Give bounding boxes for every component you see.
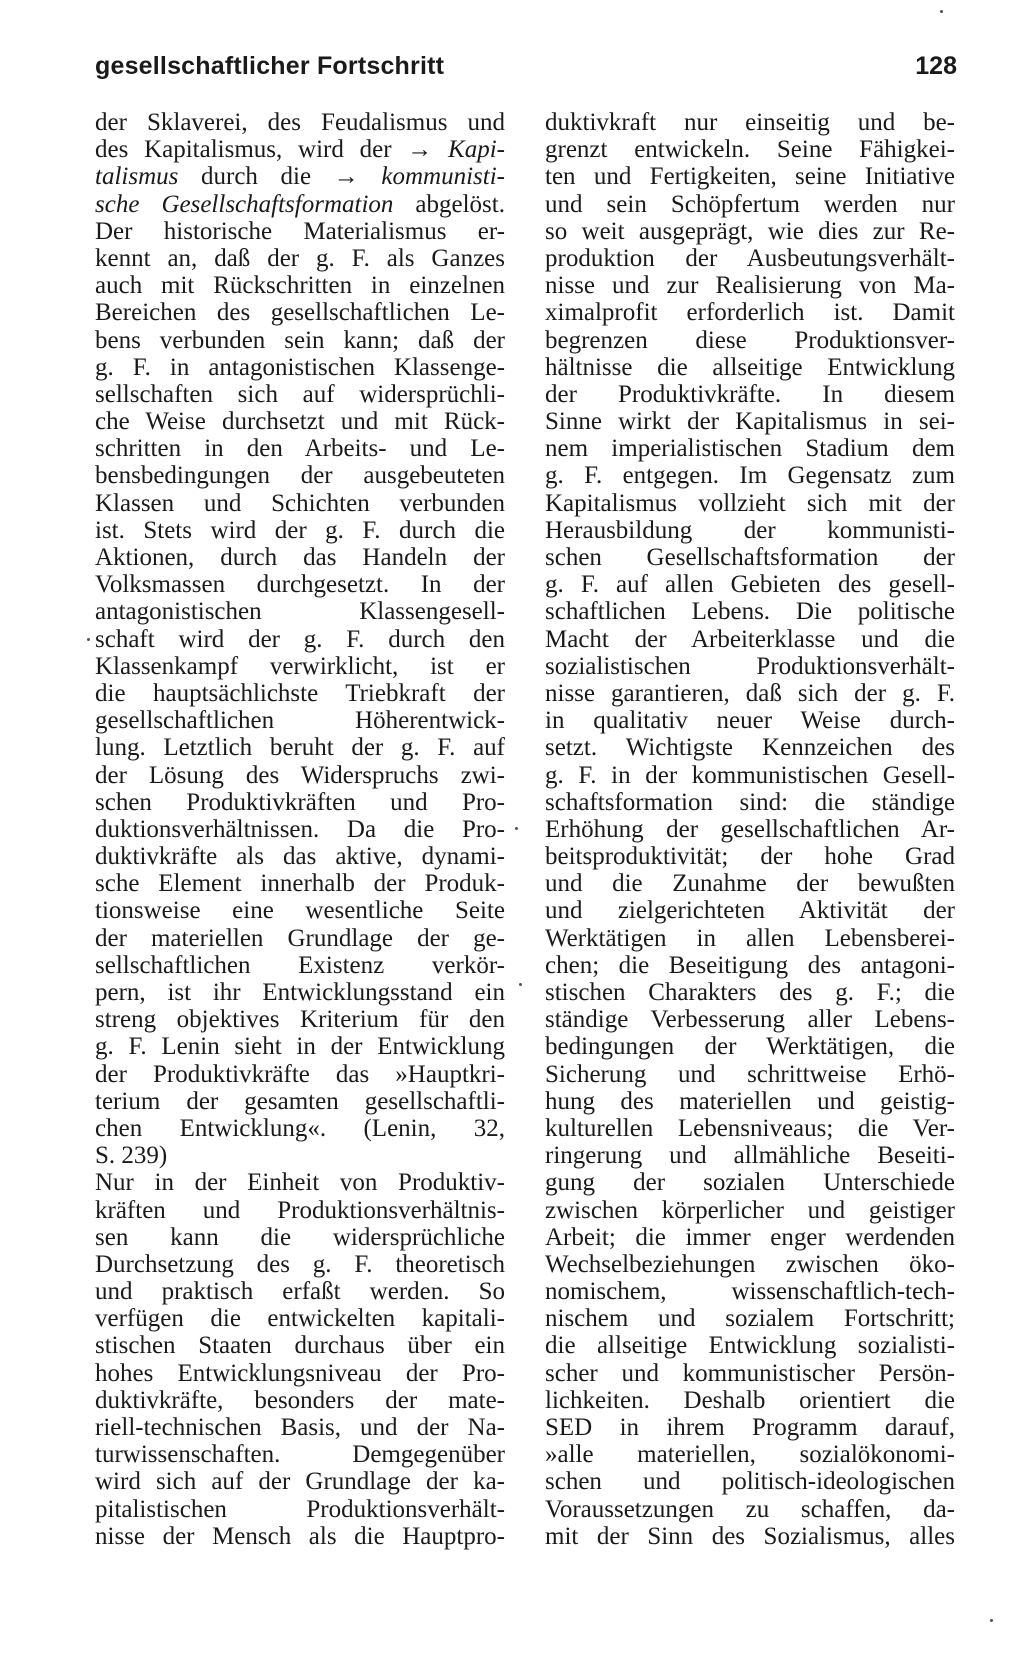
text-line (95, 843, 505, 870)
text-line (545, 1278, 955, 1305)
text-line (95, 191, 505, 218)
scan-speck (515, 827, 518, 830)
text-line (545, 925, 955, 952)
text-line (95, 626, 505, 653)
line-text: sellschaftlichen Existenz verkör- (95, 951, 505, 979)
text-line (545, 163, 955, 190)
line-text: schritten in den Arbeits- und Le- (95, 435, 505, 463)
line-text: hung des materiellen und geistig- (545, 1087, 955, 1115)
text-line (545, 626, 955, 653)
line-text: schen Produktivkräften und Pro- (95, 788, 505, 816)
line-text: wird sich auf der Grundlage der ka- (95, 1468, 505, 1496)
line-text: Volksmassen durchgesetzt. In der (95, 571, 505, 599)
page-number: 128 (915, 52, 957, 80)
line-text: in qualitativ neuer Weise durch- (545, 707, 955, 735)
text-line (95, 462, 505, 489)
text-line (95, 680, 505, 707)
line-text: ist. Stets wird der g. F. durch die (95, 516, 505, 544)
line-text: riell-technischen Basis, und der Na- (95, 1414, 505, 1441)
line-text: lichkeiten. Deshalb orientiert die (545, 1386, 955, 1414)
text-line (95, 136, 505, 163)
text-line (95, 789, 505, 816)
text-line (95, 762, 505, 789)
line-text: bedingungen der Werktätigen, die (545, 1033, 955, 1061)
line-text: kulturellen Lebensniveaus; die Ver- (545, 1114, 955, 1142)
text-line (95, 1468, 505, 1495)
line-text: Durchsetzung des g. F. theoretisch (95, 1250, 505, 1278)
text-line (545, 979, 955, 1006)
text-line (545, 816, 955, 843)
line-text: duktivkräfte, besonders der mate- (95, 1386, 505, 1414)
text-line (95, 734, 505, 761)
line-text: Erhöhung der gesellschaftlichen Ar- (545, 815, 955, 843)
italic-text: sche Gesellschaftsformation (95, 190, 394, 218)
text-line (545, 435, 955, 462)
line-text: Werktätigen in allen Lebensberei- (545, 924, 955, 952)
text-line (545, 490, 955, 517)
text-line (95, 1197, 505, 1224)
line-text: schaft wird der g. F. durch den (95, 625, 505, 653)
line-text: ständige Verbesserung aller Lebens- (545, 1006, 955, 1034)
text-line (545, 707, 955, 734)
text-line (95, 517, 505, 544)
line-text: begrenzen diese Produktionsver- (545, 326, 955, 354)
line-text: so weit ausgeprägt, wie dies zur Re- (545, 217, 955, 245)
text-line (545, 272, 955, 299)
text-line (545, 1251, 955, 1278)
text-line (545, 870, 955, 897)
text-line (545, 952, 955, 979)
line-text: terium der gesamten gesellschaftli- (95, 1087, 505, 1115)
text-line (95, 218, 505, 245)
text-line (545, 653, 955, 680)
line-text: stischen Staaten durchaus über ein (95, 1332, 505, 1360)
line-text: chen; die Beseitigung des antagoni- (545, 951, 955, 979)
line-text: und zielgerichteten Aktivität der (545, 897, 955, 925)
text-line (545, 1332, 955, 1359)
text-line (545, 1224, 955, 1251)
text-line (95, 1360, 505, 1387)
text-line (95, 1088, 505, 1115)
line-text: und sein Schöpfertum werden nur (545, 190, 955, 218)
text-line (545, 299, 955, 326)
text-line (545, 381, 955, 408)
left-text-column (95, 109, 505, 1550)
line-text: sozialistischen Produktionsverhält- (545, 652, 955, 680)
text-line (95, 1414, 505, 1441)
line-text: pitalistischen Produktionsverhält- (95, 1495, 505, 1523)
text-line (95, 1305, 505, 1332)
line-text: setzt. Wichtigste Kennzeichen des (545, 734, 955, 762)
text-line (545, 191, 955, 218)
line-text: pern, ist ihr Entwicklungsstand ein (95, 979, 505, 1006)
scan-speck (940, 10, 943, 13)
text-line (95, 870, 505, 897)
italic-text: → Kapi- (407, 136, 505, 164)
text-line (95, 571, 505, 598)
text-line (95, 816, 505, 843)
text-line (545, 734, 955, 761)
line-text: turwissenschaften. Demgegenüber (95, 1441, 505, 1469)
line-text: Arbeit; die immer enger werdenden (545, 1223, 955, 1251)
right-text-column (545, 109, 955, 1550)
line-text: streng objektives Kriterium für den (95, 1006, 505, 1034)
text-line (95, 653, 505, 680)
line-text: nem imperialistischen Stadium dem (545, 435, 955, 463)
text-line (95, 272, 505, 299)
text-line (545, 1033, 955, 1060)
line-text: nisse und zur Realisierung von Ma- (545, 272, 955, 300)
text-line (95, 109, 505, 136)
text-line (545, 843, 955, 870)
text-line (545, 1088, 955, 1115)
line-text: gung der sozialen Unterschiede (545, 1169, 955, 1197)
line-text: bens verbunden sein kann; daß der (95, 326, 505, 354)
text-line (95, 707, 505, 734)
text-line (545, 1115, 955, 1142)
text-line (95, 1061, 505, 1088)
scan-speck (87, 638, 90, 641)
running-head (95, 52, 957, 88)
text-line (95, 1332, 505, 1359)
text-line (545, 1387, 955, 1414)
line-text: ringerung und allmähliche Beseiti- (545, 1142, 955, 1170)
text-line (545, 354, 955, 381)
text-line (95, 1441, 505, 1468)
line-text: durch die (178, 163, 334, 191)
line-text: ten und Fertigkeiten, seine Initiative (545, 163, 955, 191)
line-text: ximalprofit erforderlich ist. Damit (545, 299, 955, 327)
text-line (95, 1115, 505, 1142)
text-line (545, 1061, 955, 1088)
text-line (545, 327, 955, 354)
line-text: abgelöst. (393, 190, 505, 218)
line-text: che Weise durchsetzt und mit Rück- (95, 408, 505, 436)
line-text: duktionsverhältnissen. Da die Pro- (95, 815, 505, 843)
text-line (545, 1197, 955, 1224)
text-line (545, 109, 955, 136)
line-text: Der historische Materialismus er- (95, 217, 505, 245)
line-text: chen Entwicklung«. (Lenin, 32, (95, 1114, 505, 1142)
line-text: hohes Entwicklungsniveau der Pro- (95, 1359, 505, 1387)
line-text: der Sklaverei, des Feudalismus und (95, 109, 505, 136)
line-text: beitsproduktivität; der hohe Grad (545, 843, 955, 871)
text-line (545, 571, 955, 598)
text-line (545, 897, 955, 924)
text-line (545, 136, 955, 163)
line-text: g. F. in antagonistischen Klassenge- (95, 353, 505, 381)
text-line (95, 435, 505, 462)
line-text: g. F. Lenin sieht in der Entwicklung (95, 1033, 505, 1061)
line-text: grenzt entwickeln. Seine Fähigkei- (545, 136, 955, 164)
text-line (95, 1224, 505, 1251)
text-line (95, 1169, 505, 1196)
text-line (545, 789, 955, 816)
line-text: g. F. in der kommunistischen Gesell- (545, 761, 955, 789)
text-line (95, 408, 505, 435)
line-text: nisse garantieren, daß sich der g. F. (545, 679, 955, 707)
line-text: »alle materiellen, sozialökonomi- (545, 1441, 955, 1469)
text-line (545, 1523, 955, 1550)
line-text: duktivkräfte als das aktive, dynami- (95, 843, 505, 871)
line-text: g. F. auf allen Gebieten des gesell- (545, 571, 955, 599)
line-text: Sicherung und schrittweise Erhö- (545, 1060, 955, 1088)
line-text: g. F. entgegen. Im Gegensatz zum (545, 462, 955, 490)
text-line (95, 1496, 505, 1523)
line-text: sche Element innerhalb der Produk- (95, 870, 505, 898)
line-text: Aktionen, durch das Handeln der (95, 544, 505, 571)
page-header-title: gesellschaftlicher Fortschritt (95, 52, 445, 80)
text-line (95, 327, 505, 354)
text-line (545, 1142, 955, 1169)
line-text: S. 239) (95, 1142, 168, 1170)
line-text: Macht der Arbeiterklasse und die (545, 625, 955, 653)
text-line (95, 1387, 505, 1414)
line-text: der Lösung des Widerspruchs zwi- (95, 761, 505, 789)
line-text: SED in ihrem Programm darauf, (545, 1414, 955, 1441)
text-line (95, 1278, 505, 1305)
line-text: schen Gesellschaftsformation der (545, 544, 955, 571)
text-line (95, 354, 505, 381)
text-line (545, 1414, 955, 1441)
line-text: Wechselbeziehungen zwischen öko- (545, 1250, 955, 1278)
scan-speck (519, 983, 522, 986)
line-text: sen kann die widersprüchliche (95, 1223, 505, 1251)
line-text: schen und politisch-ideologischen (545, 1468, 955, 1496)
line-text: kennt an, daß der g. F. als Ganzes (95, 244, 505, 272)
line-text: die allseitige Entwicklung sozialisti- (545, 1332, 955, 1360)
text-line (545, 762, 955, 789)
line-text: gesellschaftlichen Höherentwick- (95, 707, 505, 735)
italic-text: → kommunisti- (333, 163, 505, 191)
line-text: verfügen die entwickelten kapitali- (95, 1305, 505, 1333)
line-text: duktivkraft nur einseitig und be- (545, 109, 955, 136)
line-text: sellschaften sich auf widersprüchli- (95, 380, 505, 408)
text-line (545, 462, 955, 489)
text-line (545, 598, 955, 625)
text-line (95, 897, 505, 924)
line-text: Kapitalismus vollzieht sich mit der (545, 489, 955, 517)
text-line (95, 1523, 505, 1550)
line-text: und die Zunahme der bewußten (545, 870, 955, 898)
text-line (545, 1441, 955, 1468)
line-text: der materiellen Grundlage der ge- (95, 924, 505, 952)
text-line (95, 381, 505, 408)
line-text: Bereichen des gesellschaftlichen Le- (95, 299, 505, 327)
text-line (545, 408, 955, 435)
text-line (95, 1006, 505, 1033)
text-line (95, 598, 505, 625)
line-text: nomischem, wissenschaftlich-tech- (545, 1278, 955, 1306)
line-text: stischen Charakters des g. F.; die (545, 979, 955, 1006)
text-line (545, 1496, 955, 1523)
line-text: der Produktivkräfte. In diesem (545, 380, 955, 408)
text-line (545, 1305, 955, 1332)
text-line (95, 979, 505, 1006)
line-text: antagonistischen Klassengesell- (95, 598, 505, 626)
line-text: hältnisse die allseitige Entwicklung (545, 353, 955, 381)
text-line (95, 952, 505, 979)
line-text: der Produktivkräfte das »Hauptkri- (95, 1060, 505, 1088)
scan-speck (990, 1619, 993, 1622)
text-line (95, 1251, 505, 1278)
line-text: Nur in der Einheit von Produktiv- (95, 1169, 505, 1197)
italic-text: talismus (95, 163, 179, 191)
text-line (545, 517, 955, 544)
text-line (545, 218, 955, 245)
text-line (95, 544, 505, 571)
text-line (95, 925, 505, 952)
text-line (545, 1169, 955, 1196)
line-text: Klassenkampf verwirklicht, ist er (95, 652, 505, 680)
text-line (95, 1033, 505, 1060)
text-line (545, 544, 955, 571)
text-line (95, 1142, 505, 1169)
line-text: des Kapitalismus, wird der (95, 136, 408, 164)
line-text: Klassen und Schichten verbunden (95, 489, 505, 517)
text-line (95, 245, 505, 272)
text-line (545, 680, 955, 707)
text-line (95, 163, 505, 190)
line-text: zwischen körperlicher und geistiger (545, 1196, 955, 1224)
text-line (95, 490, 505, 517)
line-text: lung. Letztlich beruht der g. F. auf (95, 734, 505, 762)
line-text: schaftsformation sind: die ständige (545, 788, 955, 816)
text-line (545, 245, 955, 272)
line-text: nischem und sozialem Fortschritt; (545, 1305, 955, 1333)
line-text: kräften und Produktionsverhältnis- (95, 1196, 505, 1224)
text-line (545, 1468, 955, 1495)
text-line (545, 1360, 955, 1387)
line-text: bensbedingungen der ausgebeuteten (95, 462, 505, 490)
line-text: Voraussetzungen zu schaffen, da- (545, 1495, 955, 1523)
line-text: und praktisch erfaßt werden. So (95, 1278, 505, 1306)
line-text: tionsweise eine wesentliche Seite (95, 897, 505, 925)
line-text: nisse der Mensch als die Hauptpro- (95, 1522, 505, 1550)
line-text: produktion der Ausbeutungsverhält- (545, 244, 955, 272)
text-line (545, 1006, 955, 1033)
line-text: schaftlichen Lebens. Die politische (545, 598, 955, 626)
line-text: die hauptsächlichste Triebkraft der (95, 679, 505, 707)
line-text: mit der Sinn des Sozialismus, alles (545, 1522, 955, 1550)
text-line (95, 299, 505, 326)
line-text: auch mit Rückschritten in einzelnen (95, 272, 505, 300)
line-text: Sinne wirkt der Kapitalismus in sei- (545, 408, 955, 436)
line-text: scher und kommunistischer Persön- (545, 1359, 955, 1387)
line-text: Herausbildung der kommunisti- (545, 516, 955, 544)
